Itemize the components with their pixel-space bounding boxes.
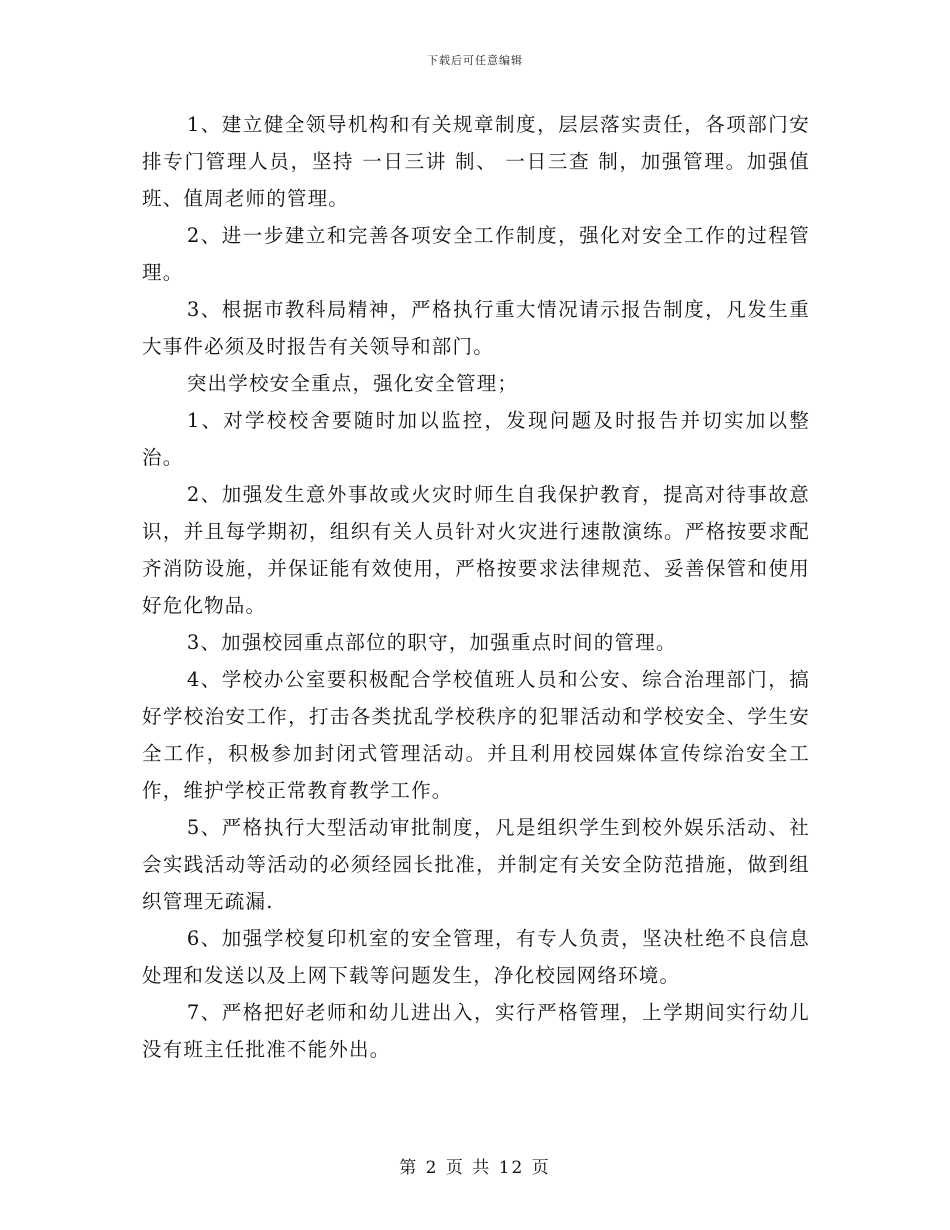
page-header: 下载后可任意编辑 — [427, 54, 523, 67]
paragraph: 2、进一步建立和完善各项安全工作制度，强化对安全工作的过程管理。 — [142, 224, 810, 284]
paragraph: 2、加强发生意外事故或火灾时师生自我保护教育，提高对待事故意识，并且每学期初，组织有关人员针对火灾进行速散演练。严格按要求配齐消防设施，并保证能有效使用，严格按要求法律规范、妥善保管和使用好危化物品。 — [142, 483, 810, 617]
paragraph: 5、严格执行大型活动审批制度，凡是组织学生到校外娱乐活动、社会实践活动等活动的必须经园长批准，并制定有关安全防范措施，做到组织管理无疏漏. — [142, 816, 810, 913]
paragraph: 1、建立健全领导机构和有关规章制度，层层落实责任，各项部门安排专门管理人员，坚持 一日三讲 制、 一日三查 制，加强管理。加强值班、值周老师的管理。 — [142, 113, 810, 210]
section-heading: 突出学校安全重点，强化安全管理； — [186, 372, 519, 395]
paragraph: 6、加强学校复印机室的安全管理，有专人负责，坚决杜绝不良信息处理和发送以及上网下载等问题发生，净化校园网络环境。 — [142, 927, 810, 987]
paragraph: 1、对学校校舍要随时加以监控，发现问题及时报告并切实加以整治。 — [142, 409, 810, 469]
paragraph: 7、严格把好老师和幼儿进出入，实行严格管理，上学期间实行幼儿没有班主任批准不能外出。 — [142, 1001, 810, 1061]
paragraph: 3、根据市教科局精神，严格执行重大情况请示报告制度，凡发生重大事件必须及时报告有关领导和部门。 — [142, 298, 810, 358]
document-body — [142, 106, 810, 1068]
paragraph: 3、加强校园重点部位的职守，加强重点时间的管理。 — [186, 631, 677, 654]
paragraph: 4、学校办公室要积极配合学校值班人员和公安、综合治理部门，搞好学校治安工作，打击各类扰乱学校秩序的犯罪活动和学校安全、学生安全工作，积极参加封闭式管理活动。并且利用校园媒体宣传综治安全工作，维护学校正常教育教学工作。 — [142, 668, 810, 802]
page-number: 第 2 页 共 12 页 — [399, 1158, 551, 1178]
